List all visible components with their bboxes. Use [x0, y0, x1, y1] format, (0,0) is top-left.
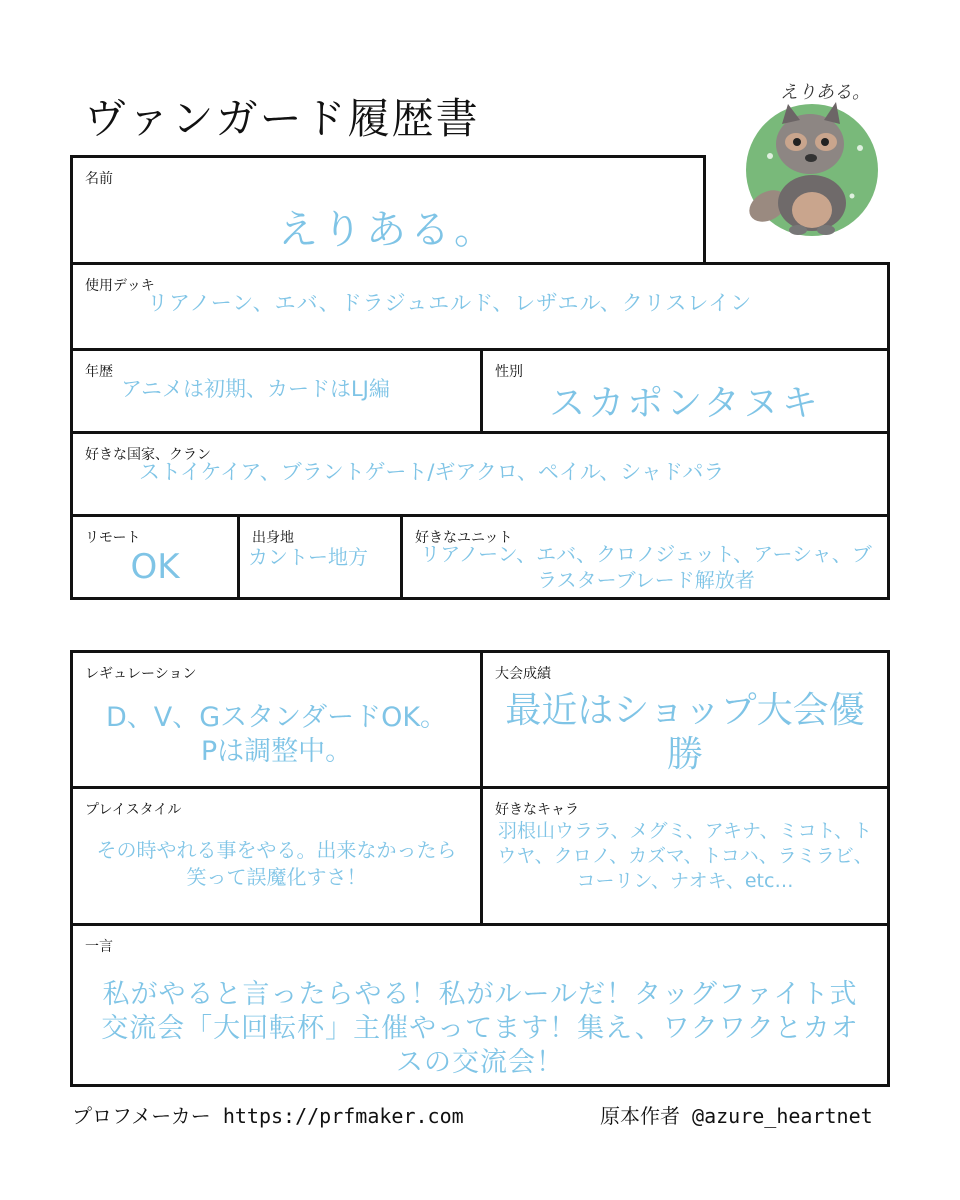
- deck-label: 使用デッキ: [85, 278, 155, 294]
- chara-label: 好きなキャラ: [495, 802, 579, 818]
- profile-section: [70, 262, 890, 600]
- name-label: 名前: [85, 171, 113, 187]
- years-cell: [73, 351, 480, 431]
- results-cell: [483, 653, 887, 786]
- deck-value: リアノーン、エバ、ドラジュエルド、レザエル、クリスレイン: [147, 291, 753, 315]
- hometown-cell: [240, 517, 400, 597]
- clan-cell: [73, 434, 887, 514]
- avatar: [740, 78, 880, 238]
- footer-credit: プロフメーカー https://prfmaker.com: [72, 1104, 464, 1128]
- name-value: えりある。: [278, 207, 498, 253]
- unit-cell: [403, 517, 887, 597]
- regulation-cell: [73, 653, 480, 786]
- comment-value: 私がやると言ったらやる！私がルールだ！タッグファイト式交流会「大回転杯」主催やってます！集え、ワクワクとカオスの交流会！: [101, 979, 859, 1078]
- gender-label: 性別: [495, 364, 523, 380]
- page-title: ヴァンガード履歴書: [84, 94, 480, 143]
- style-cell: [73, 789, 480, 923]
- clan-label: 好きな国家、クラン: [85, 447, 211, 463]
- results-label: 大会成績: [495, 666, 551, 682]
- chara-cell: [483, 789, 887, 923]
- regulation-label: レギュレーション: [85, 666, 197, 682]
- remote-label: リモート: [85, 530, 141, 546]
- results-value: 最近はショップ大会優勝: [505, 690, 865, 775]
- comment-label: 一言: [85, 939, 113, 955]
- clan-value: ストイケイア、ブラントゲート/ギアクロ、ペイル、シャドパラ: [139, 460, 725, 484]
- deck-cell: [73, 265, 887, 348]
- unit-value: リアノーン、エバ、クロノジェット、アーシャ、ブラスターブレード解放者: [420, 542, 872, 592]
- name-box: [70, 155, 706, 265]
- remote-value: OK: [130, 547, 180, 587]
- footer-author: 原本作者 @azure_heartnet: [600, 1104, 873, 1128]
- gender-cell: [483, 351, 887, 431]
- unit-label: 好きなユニット: [415, 530, 513, 546]
- years-label: 年歴: [85, 364, 113, 380]
- remote-cell: [73, 517, 237, 597]
- details-section: [70, 650, 890, 1087]
- hometown-value: カントー地方: [248, 545, 368, 569]
- avatar-caption: えりある。: [780, 82, 870, 103]
- comment-cell: [73, 926, 887, 1084]
- chara-value: 羽根山ウララ、メグミ、アキナ、ミコト、トウヤ、クロノ、カズマ、トコハ、ラミラビ、コーリン、ナオキ、etc…: [497, 820, 873, 892]
- style-label: プレイスタイル: [85, 802, 182, 818]
- style-value: その時やれる事をやる。出来なかったら笑って誤魔化すさ！: [96, 838, 457, 889]
- years-value: アニメは初期、カードはLJ編: [121, 377, 390, 401]
- hometown-label: 出身地: [252, 530, 294, 546]
- regulation-value: D、V、GスタンダードOK。Pは調整中。: [105, 702, 448, 767]
- gender-value: スカポンタヌキ: [549, 383, 821, 424]
